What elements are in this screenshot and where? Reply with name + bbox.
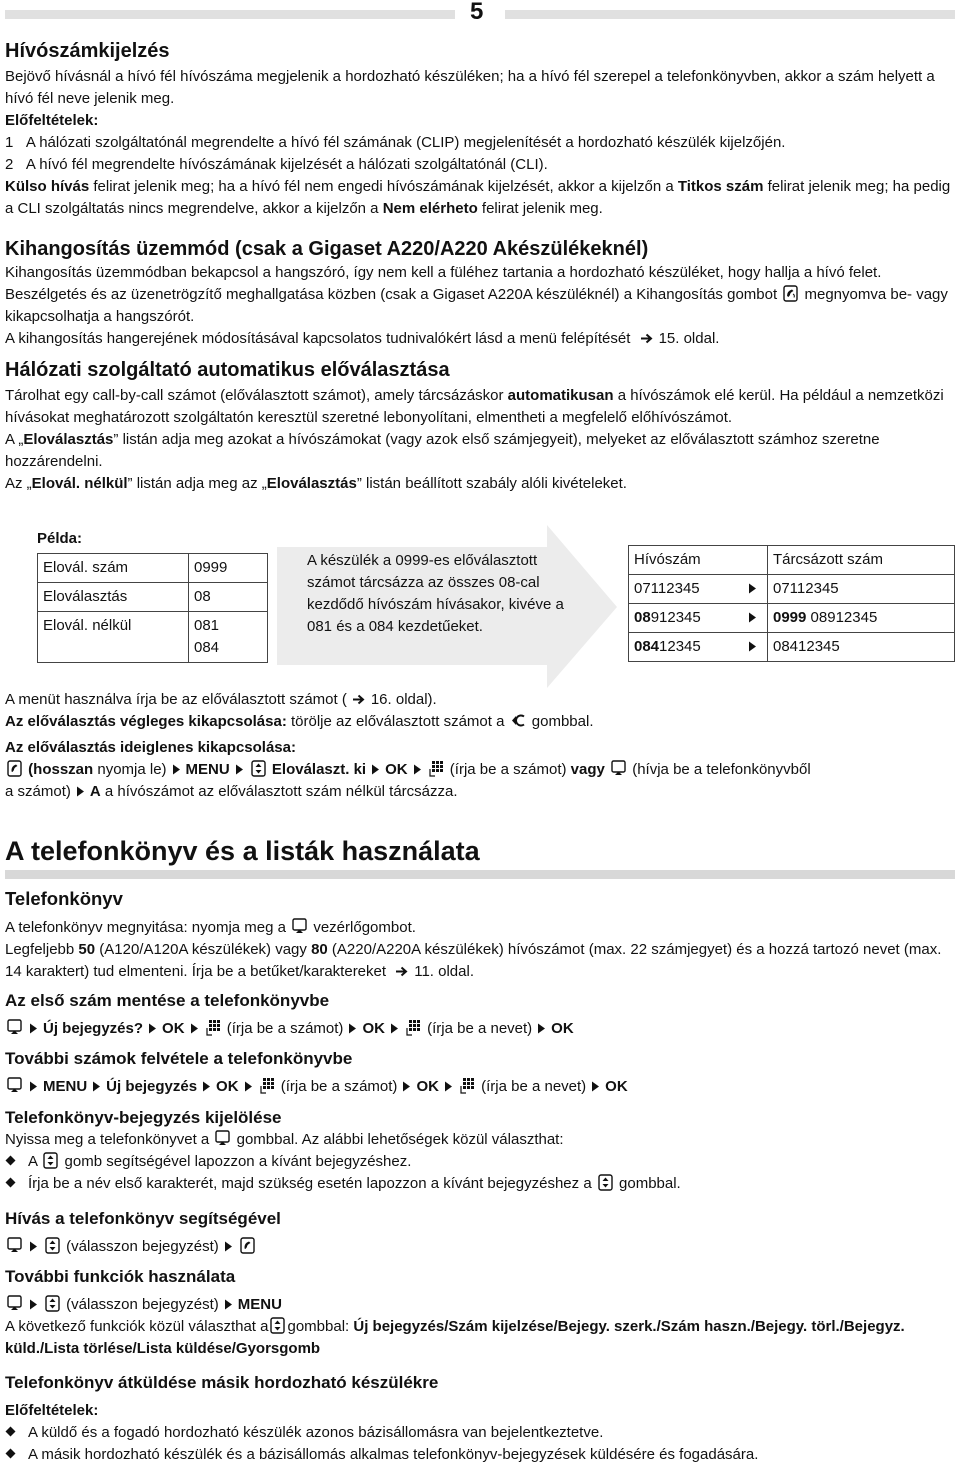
handsfree-title: Kihangosítás üzemmód (csak a Gigaset A220/A220 Akészülékeknél) xyxy=(5,238,649,260)
phonebook-key-icon xyxy=(7,1077,22,1094)
phonebook-key-icon xyxy=(611,760,626,777)
preselection-paragraph-3: Az „Elovál. nélkül” listán adja meg az „Eloválasztás” listán beállított szabály alóli kivételeket. xyxy=(5,475,627,492)
dialing-result-table xyxy=(628,545,955,662)
save-first-title: Az első szám mentése a telefonkönyvbe xyxy=(5,991,330,1010)
bullet-diamond-icon xyxy=(5,1155,16,1166)
example-explanation: A készülék a 0999-es előválasztott számot tárcsázza az összes 08-cal kezdődő hívószám hívásakor, kivéve a 081 és a 084 kezdetűeket. xyxy=(307,552,564,635)
table-row: Elovál. nélkül 081 084 xyxy=(38,612,268,663)
send-prereq-1: A küldő és a fogadó hordozható készülék azonos bázisállomásra van bejelentkeztetve. xyxy=(5,1422,955,1444)
phonebook-key-icon xyxy=(7,1237,22,1254)
arrow-icon xyxy=(402,1081,411,1092)
updown-key-icon xyxy=(43,1152,58,1169)
arrow-icon xyxy=(348,1023,357,1034)
save-first-steps: Új bejegyzés? OK (írja be a számot) OK (írja be a nevet) OK xyxy=(5,1018,955,1040)
arrow-icon xyxy=(224,1241,233,1252)
preselection-permanent-off: Az előválasztás végleges kikapcsolása: törölje az előválasztott számot a gombbal. xyxy=(5,713,594,730)
reference-arrow-icon xyxy=(395,966,409,977)
preselection-title: Hálózati szolgáltató automatikus előválasztása xyxy=(5,359,450,381)
page-number: 5 xyxy=(470,0,484,25)
header-bar-left xyxy=(5,10,455,19)
more-functions-title: További funkciók használata xyxy=(5,1267,236,1286)
arrow-icon xyxy=(29,1299,38,1310)
add-more-steps: MENU Új bejegyzés OK (írja be a számot) OK (írja be a nevet) OK xyxy=(5,1076,955,1098)
bullet-diamond-icon xyxy=(5,1426,16,1437)
arrow-icon xyxy=(148,1023,157,1034)
arrow-icon xyxy=(190,1023,199,1034)
clear-key-icon xyxy=(511,712,526,729)
bullet-diamond-icon xyxy=(5,1448,16,1459)
preselection-temporary-label: Az előválasztás ideiglenes kikapcsolása: xyxy=(5,739,296,756)
arrow-icon xyxy=(29,1081,38,1092)
caller-id-intro: Bejövő hívásnál a hívó fél hívószáma megjelenik a hordozható készüléken; ha a hívó fél szerepel a telefonkönyvben, akkor a szám helyett a hívó fél neve jelenik meg. xyxy=(5,68,935,107)
table-row: Hívószám Tárcsázott szám xyxy=(629,546,955,575)
keypad-icon xyxy=(406,1019,421,1036)
arrow-icon xyxy=(748,612,757,623)
phonebook-key-icon xyxy=(7,1019,22,1036)
arrow-icon xyxy=(244,1081,253,1092)
updown-key-icon xyxy=(45,1237,60,1254)
phonebook-key-icon xyxy=(7,1295,22,1312)
talk-key-icon xyxy=(240,1237,255,1254)
arrow-icon xyxy=(29,1241,38,1252)
table-row: 08912345 0999 08912345 xyxy=(629,604,955,633)
table-row: Elovál. szám 0999 xyxy=(38,554,268,583)
arrow-icon xyxy=(76,786,85,797)
table-row: 07112345 07112345 xyxy=(629,575,955,604)
keypad-icon xyxy=(206,1019,221,1036)
arrow-icon xyxy=(92,1081,101,1092)
keypad-icon xyxy=(460,1077,475,1094)
phonebook-lists-title: A telefonkönyv és a listák használata xyxy=(5,836,480,866)
prereq-item-1: 1 A hálózati szolgáltatónál megrendelte a hívó fél számának (CLIP) megjelenítését a hordozható készülék kijelzőjén. xyxy=(5,134,786,151)
select-option-1: A gomb segítségével lapozzon a kívánt bejegyzéshez. xyxy=(5,1151,955,1173)
arrow-icon xyxy=(413,764,422,775)
arrow-icon xyxy=(371,764,380,775)
phonebook-key-icon xyxy=(215,1130,230,1147)
call-from-phonebook-steps: (válasszon bejegyzést) xyxy=(5,1236,955,1258)
reference-arrow-icon xyxy=(640,333,654,344)
preselection-paragraph-2: A „Eloválasztás” listán adja meg azokat a hívószámokat (vagy azok első számjegyeit), melyeket az előválasztott számhoz szeretne hozzárendelni. xyxy=(5,431,880,470)
updown-key-icon xyxy=(270,1317,285,1334)
preselection-temporary-steps: (hosszan nyomja le) MENU Eloválaszt. ki OK (írja be a számot) vagy (hívja be a telefonkönyvből xyxy=(5,759,955,781)
updown-key-icon xyxy=(251,760,266,777)
handsfree-volume-paragraph: A kihangosítás hangerejének módosításával kapcsolatos tudnivalókért lásd a menü felépítését 15. oldal. xyxy=(5,330,720,347)
updown-key-icon xyxy=(598,1174,613,1191)
select-entry-intro: Nyissa meg a telefonkönyvet a gombbal. Az alábbi lehetőségek közül választhat: xyxy=(5,1131,564,1148)
phonebook-capacity-line: Legfeljebb 50 (A120/A120A készülékek) vagy 80 (A220/A220A készülékek) hívószámot (max. 22 számjegyet) és a hozzá tartozó nevet (max. 14 karaktert) tud elmenteni. Írja be a betűket/karaktereket 11. oldal. xyxy=(5,941,942,980)
add-more-title: További számok felvétele a telefonkönyvbe xyxy=(5,1049,353,1068)
example-label: Példa: xyxy=(37,530,83,547)
preselection-settings-table xyxy=(37,553,268,663)
arrow-icon xyxy=(29,1023,38,1034)
caller-id-title: Hívószámkijelzés xyxy=(5,40,170,62)
arrow-icon xyxy=(224,1299,233,1310)
arrow-icon xyxy=(444,1081,453,1092)
prereq-item-2: 2 A hívó fél megrendelte hívószámának kijelzését a hálózati szolgáltatónál (CLI). xyxy=(5,156,548,173)
reference-arrow-icon xyxy=(352,694,366,705)
arrow-icon xyxy=(390,1023,399,1034)
arrow-icon xyxy=(172,764,181,775)
arrow-icon xyxy=(235,764,244,775)
select-option-2: Írja be a név első karakterét, majd szükség esetén lapozzon a kívánt bejegyzéshez a gombbal. xyxy=(5,1173,955,1195)
header-bar-right xyxy=(505,10,955,19)
table-row: Eloválasztás 08 xyxy=(38,583,268,612)
send-prereq-label: Előfeltételek: xyxy=(5,1402,99,1419)
handsfree-key-icon xyxy=(783,285,798,302)
updown-key-icon xyxy=(45,1295,60,1312)
phonebook-open-line: A telefonkönyv megnyitása: nyomja meg a vezérlőgombot. xyxy=(5,919,416,936)
arrow-icon xyxy=(591,1081,600,1092)
talk-key-icon xyxy=(7,760,22,777)
bullet-diamond-icon xyxy=(5,1177,16,1188)
display-messages-paragraph: Külso hívás felirat jelenik meg; ha a hívó fél nem engedi hívószámának kijelzését, akkor a kijelzőn a Titkos szám felirat jelenik meg; ha pedig a CLI szolgáltatás nincs megrendelve, akkor a kijelzőn a Nem elérheto felirat jelenik meg. xyxy=(5,178,951,217)
title-rule xyxy=(5,870,955,879)
arrow-icon xyxy=(202,1081,211,1092)
keypad-icon xyxy=(429,760,444,777)
arrow-icon xyxy=(748,641,757,652)
select-entry-title: Telefonkönyv-bejegyzés kijelölése xyxy=(5,1108,282,1127)
keypad-icon xyxy=(260,1077,275,1094)
more-functions-list: A következő funkciók közül választhat a gombbal: Új bejegyzés/Szám kijelzése/Bejegy. szerk./Szám haszn./Bejegy. törl./Bejegyz. küld./Lista törlése/Lista küldése/Gyorsgomb xyxy=(5,1318,905,1357)
send-prereq-2: A másik hordozható készülék és a bázisállomás alkalmas telefonkönyv-bejegyzések küldésére és fogadására. xyxy=(5,1444,955,1466)
section-caller-id xyxy=(5,38,170,64)
phonebook-subtitle: Telefonkönyv xyxy=(5,888,123,909)
preselection-menu-line: A menüt használva írja be az előválasztott számot ( 16. oldal). xyxy=(5,691,437,708)
preselection-paragraph-1: Tárolhat egy call-by-call számot (előválasztott számot), amely tárcsázáskor automatikusan a hívószámok elé kerül. Ha például a nemzetközi hívásokat meghatározott szolgáltatón keresztül szeretné lebonyolítani, elmentheti a megfelelő előhívószámot. xyxy=(5,387,944,426)
table-row: 08412345 08412345 xyxy=(629,633,955,662)
send-phonebook-title: Telefonkönyv átküldése másik hordozható készülékre xyxy=(5,1373,439,1392)
more-functions-steps: (válasszon bejegyzést) MENU xyxy=(5,1294,955,1316)
prereq-label: Előfeltételek: xyxy=(5,112,99,129)
arrow-icon xyxy=(748,583,757,594)
arrow-icon xyxy=(537,1023,546,1034)
phonebook-key-icon xyxy=(292,918,307,935)
call-from-phonebook-title: Hívás a telefonkönyv segítségével xyxy=(5,1209,281,1228)
preselection-temporary-steps-cont: a számot) A a hívószámot az előválasztott szám nélkül tárcsázza. xyxy=(5,783,458,800)
handsfree-paragraph: Kihangosítás üzemmódban bekapcsol a hangszóró, így nem kell a füléhez tartania a hordozható készüléket, hogy hallja a hívó felet. Beszélgetés és az üzenetrögzítő meghallgatása közben (csak a Gigaset A220A készüléknél) a Kihangosítás gombot megnyomva be- vagy kikapcsolhatja a hangszórót. xyxy=(5,264,948,325)
